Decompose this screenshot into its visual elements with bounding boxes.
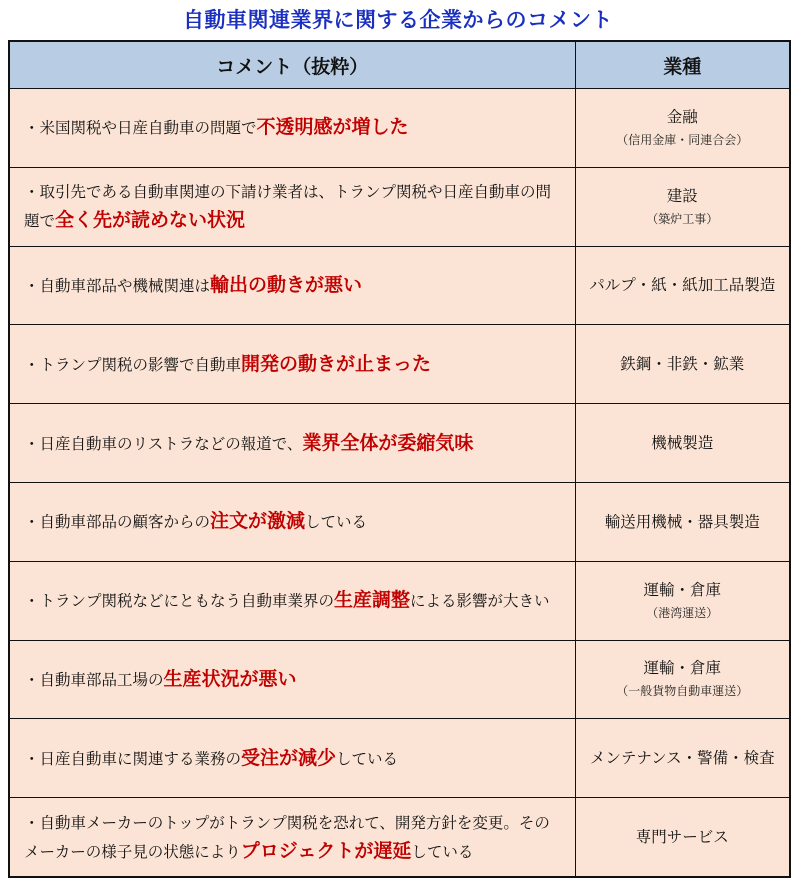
table-row [9,404,790,483]
comment-cell [9,482,575,561]
comment-cell [9,167,575,246]
comment-text: ・自動車部品の顧客からの [24,513,211,532]
industry-name: 専門サービス [635,828,729,847]
comment-text: ・日産自動車のリストラなどの報道で、 [24,434,303,453]
table-row [9,640,790,719]
table-row [9,561,790,640]
comment-highlight: 受注が減少 [241,746,337,769]
comment-highlight: 全く先が読めない状況 [55,209,246,232]
comment-cell [9,246,575,325]
industry-cell [575,719,790,798]
comment-highlight: 注文が激減 [210,510,306,533]
comment-cell [9,404,575,483]
comment-text-after: による影響が大きい [410,592,550,611]
table-header-row [9,41,790,89]
industry-cell [575,798,790,877]
industry-note: （港湾運送） [646,605,719,620]
comment-text: ・日産自動車に関連する業務の [24,749,242,768]
comment-cell [9,719,575,798]
table-row [9,167,790,246]
comment-highlight: 生産調整 [334,589,411,612]
industry-name: パルプ・紙・紙加工品製造 [589,276,776,295]
comment-text-after: している [305,513,368,532]
comment-text-after: している [336,749,399,768]
industry-cell [575,167,790,246]
comment-highlight: 輸出の動きが悪い [210,273,363,296]
comment-text: ・取引先である自動車関連の下請け業者は、トランプ関税や日産自動車の問題で [24,183,552,231]
industry-name: 運輸・倉庫 [643,580,721,599]
header-comment: コメント（抜粋） [9,41,575,89]
comment-highlight: 業界全体が委縮気味 [302,431,474,454]
comment-cell [9,798,575,877]
comment-cell [9,325,575,404]
comment-cell [9,640,575,719]
industry-name: 金融 [666,107,698,126]
comment-text: ・自動車部品工場の [24,670,164,689]
industry-name: 輸送用機械・器具製造 [604,512,760,531]
industry-cell [575,404,790,483]
comments-table [8,40,791,878]
comment-text: ・自動車メーカーのトップがトランプ関税を恐れて、開発方針を変更。そのメーカーの様子見の状態により [24,813,550,861]
comment-highlight: 不透明感が増した [256,116,409,139]
comment-text: ・米国関税や日産自動車の問題で [24,119,257,138]
table-row [9,482,790,561]
industry-cell [575,640,790,719]
table-row [9,89,790,168]
header-industry: 業種 [575,41,790,89]
industry-name: メンテナンス・警備・検査 [589,749,775,768]
comment-highlight: 生産状況が悪い [163,667,297,690]
table-row [9,798,790,877]
comment-cell [9,561,575,640]
comment-text: ・トランプ関税の影響で自動車 [24,355,242,374]
comment-cell [9,89,575,168]
table-row [9,325,790,404]
industry-cell [575,325,790,404]
industry-note: （信用金庫・同連合会） [616,132,749,147]
industry-name: 運輸・倉庫 [643,659,721,678]
comment-text: ・自動車部品や機械関連は [24,276,211,295]
comment-highlight: 開発の動きが止まった [241,352,432,375]
industry-note: （一般貨物自動車運送） [616,684,749,699]
industry-name: 建設 [666,186,698,205]
comment-text-after: している [411,842,474,861]
industry-note: （築炉工事） [646,211,719,226]
comment-highlight: プロジェクトが遅延 [240,839,412,862]
comment-text: ・トランプ関税などにともなう自動車業界の [24,592,335,611]
industry-name: 鉄鋼・非鉄・鉱業 [620,355,745,374]
industry-cell [575,482,790,561]
table-row [9,719,790,798]
table-row [9,246,790,325]
industry-cell [575,246,790,325]
industry-cell [575,89,790,168]
industry-name: 機械製造 [651,434,714,453]
industry-cell [575,561,790,640]
table-body [9,89,790,878]
page-title: 自動車関連業界に関する企業からのコメント [183,8,613,32]
